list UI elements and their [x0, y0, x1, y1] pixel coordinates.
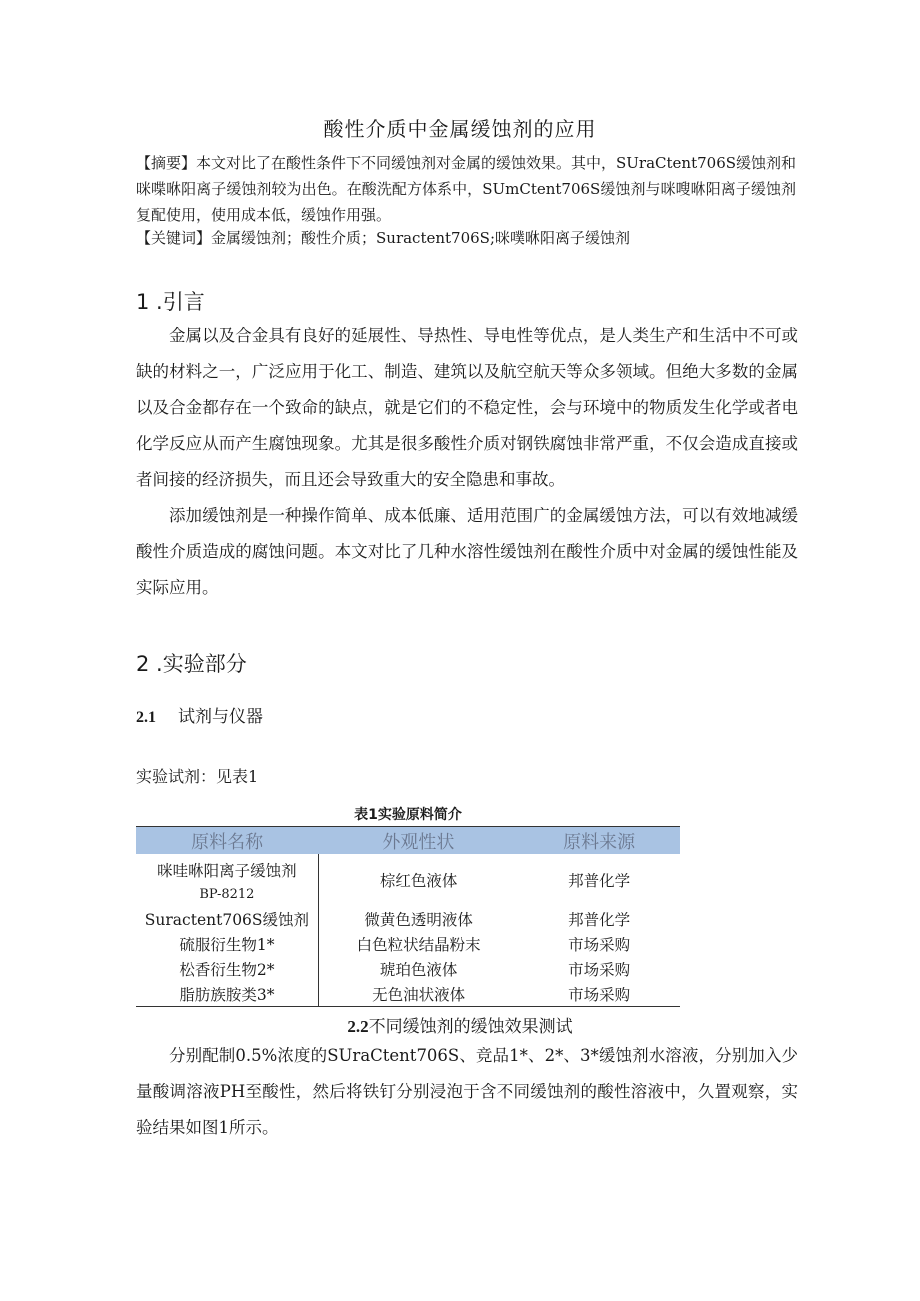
abstract: 【摘要】本文对比了在酸性条件下不同缓蚀剂对金属的缓蚀效果。其中，SUraCtent706S缓蚀剂和咪喋咻阳离子缓蚀剂较为出色。在酸洗配方体系中，SUmCtent706S缓蚀剂与咪嗖咻阳离子缓蚀剂复配使用，使用成本低，缓蚀作用强。	[136, 154, 797, 224]
appearance-cell: 无色油状液体	[318, 981, 518, 1007]
section-2-heading: 2 .实验部分	[136, 652, 247, 676]
table-row	[136, 956, 680, 981]
subsection-2-2-heading	[0, 1012, 920, 1037]
appearance-cell: 棕红色液体	[379, 872, 458, 890]
subsection-2-1-heading	[136, 702, 263, 727]
table-caption: 表1实验原料简介	[354, 807, 462, 823]
reagents-line: 实验试剂：见表1	[136, 767, 259, 786]
source-cell: 市场采购	[568, 960, 631, 979]
table-row	[136, 906, 680, 931]
test-paragraph: 分别配制0.5%浓度的SUraCtent706S、竞品1*、2*、3*缓蚀剂水溶液，分别加入少量酸调溶液PH至酸性，然后将铁钉分别浸泡于含不同缓蚀剂的酸性溶液中，久置观察，实验结果如图1所示。	[136, 1046, 798, 1137]
intro-paragraph-1: 金属以及合金具有良好的延展性、导热性、导电性等优点，是人类生产和生活中不可或缺的材料之一，广泛应用于化工、制造、建筑以及航空航天等众多领域。但绝大多数的金属以及合金都存在一个致命的缺点，就是它们的不稳定性，会与环境中的物质发生化学或者电化学反应从而产生腐蚀现象。尤其是很多酸性介质对钢铁腐蚀非常严重，不仅会造成直接或者间接的经济损失，而且还会导致重大的安全隐患和事故。	[136, 326, 798, 489]
source-cell: 邦普化学	[568, 872, 631, 890]
material-name-cell: Suractent706S缓蚀剂	[136, 906, 318, 931]
source-cell: 市场采购	[518, 981, 680, 1007]
source-cell: 邦普化学	[568, 910, 631, 929]
section-1-heading: 1 .引言	[136, 290, 205, 314]
header-appearance: 外观性状	[318, 827, 518, 855]
appearance-cell: 白色粒状结晶粉末	[356, 935, 481, 954]
material-name-cell	[136, 854, 318, 906]
table-header-row	[136, 827, 680, 855]
table-row	[136, 981, 680, 1007]
intro-paragraph-2: 添加缓蚀剂是一种操作简单、成本低廉、适用范围广的金属缓蚀方法，可以有效地减缓酸性介质造成的腐蚀问题。本文对比了几种水溶性缓蚀剂在酸性介质中对金属的缓蚀性能及实际应用。	[136, 506, 798, 597]
document-title: 酸性介质中金属缓蚀剂的应用	[323, 117, 597, 141]
header-material-name: 原料名称	[136, 827, 318, 855]
subsection-title: 不同缓蚀剂的缓蚀效果测试	[368, 1017, 573, 1037]
appearance-cell: 微黄色透明液体	[364, 910, 473, 929]
material-code: BP-8212	[199, 886, 255, 902]
material-name-cell: 脂肪族胺类3*	[136, 981, 318, 1007]
materials-table	[136, 826, 680, 1007]
material-name-cell: 松香衍生物2*	[136, 956, 318, 981]
table-row	[136, 931, 680, 956]
keywords: 【关键词】金属缓蚀剂；酸性介质；Suractent706S;咪噗咻阳离子缓蚀剂	[136, 229, 631, 247]
appearance-cell: 琥珀色液体	[379, 960, 458, 979]
source-cell: 市场采购	[568, 935, 631, 954]
table-row	[136, 854, 680, 906]
subsection-number: 2.1	[136, 709, 156, 726]
subsection-number: 2.2	[347, 1017, 369, 1036]
header-source: 原料来源	[518, 827, 680, 855]
subsection-title: 试剂与仪器	[178, 707, 263, 727]
material-name: 咪哇咻阳离子缓蚀剂	[157, 861, 297, 880]
material-name-cell: 硫服衍生物1*	[136, 931, 318, 956]
